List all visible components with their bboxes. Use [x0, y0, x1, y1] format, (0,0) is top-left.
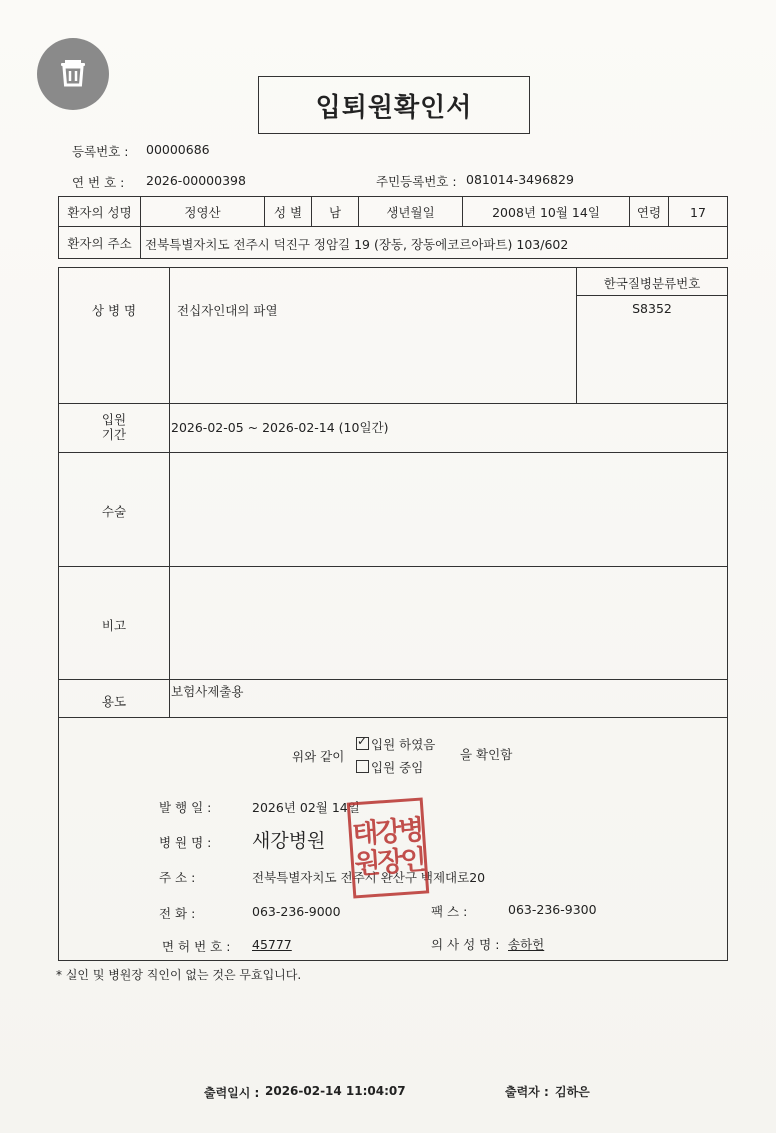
sex-label: 성 별: [265, 197, 312, 226]
doctor-name: 송하헌: [508, 937, 545, 952]
diagnosis-label: 상 병 명: [91, 303, 137, 318]
option-admitted: ✓입원 하였음: [356, 735, 435, 753]
hospital-name: 새강병원: [252, 830, 326, 852]
fax-label: 팩 스 :: [431, 904, 468, 919]
hospital-label: 병 원 명 :: [159, 835, 212, 850]
rrn-value: 081014-3496829: [466, 172, 574, 187]
rrn-label: 주민등록번호 :: [376, 174, 457, 189]
addr-label: 환자의 주소: [59, 227, 141, 258]
patient-table: [58, 196, 728, 259]
diagnosis-value: 전십자인대의 파열: [177, 303, 278, 318]
checkbox-empty-icon: [356, 760, 369, 773]
fax-value: 063-236-9300: [508, 902, 597, 917]
kcd-label: 한국질병분류번호: [603, 276, 701, 291]
issue-date: 2026년 02월 14일: [252, 800, 360, 815]
name-label: 환자의 성명: [59, 197, 141, 226]
admission-period: 2026-02-05 ~ 2026-02-14 (10일간): [171, 420, 389, 435]
serial-value: 2026-00000398: [146, 173, 246, 188]
confirm-suffix: 을 확인함: [460, 747, 513, 762]
document-title: 입퇴원확인서: [258, 76, 530, 134]
printer-label: 출력자 :: [505, 1085, 549, 1099]
sex-value: 남: [312, 197, 359, 226]
purpose-label: 용도: [101, 694, 127, 709]
validity-note: * 실인 및 병원장 직인이 없는 것은 무효입니다.: [56, 968, 302, 982]
surgery-label: 수술: [101, 504, 127, 519]
option-inpatient: 입원 중임: [356, 758, 423, 776]
license-value: 45777: [252, 937, 292, 952]
remarks-label: 비고: [101, 618, 127, 633]
age-label: 연령: [630, 197, 669, 226]
age-value: 17: [690, 205, 706, 220]
reg-label: 등록번호 :: [72, 144, 129, 159]
addr-value: 전북특별자치도 전주시 덕진구 정암길 19 (장동, 장동에코르아파트) 103/602: [145, 237, 569, 252]
tel-value: 063-236-9000: [252, 904, 341, 919]
checkbox-checked-icon: [356, 737, 369, 750]
dob-value: 2008년 10월 14일: [463, 197, 630, 226]
name-value: 정영산: [141, 197, 265, 226]
confirm-prefix: 위와 같이: [292, 749, 345, 764]
printed-datetime: 2026-02-14 11:04:07: [265, 1084, 406, 1098]
issue-date-label: 발 행 일 :: [159, 800, 212, 815]
serial-label: 연 번 호 :: [72, 175, 125, 190]
reg-value: 00000686: [146, 142, 210, 157]
purpose-value: 보험사제출용: [171, 684, 244, 699]
hospital-address: 전북특별자치도 전주시 완산구 백제대로20: [252, 870, 486, 885]
printer-name: 김하은: [555, 1085, 590, 1099]
addr-label: 주 소 :: [159, 870, 196, 885]
trash-icon: [53, 52, 93, 96]
printed-label: 출력일시 :: [204, 1086, 260, 1100]
kcd-value: S8352: [632, 301, 672, 316]
dob-label: 생년월일: [359, 197, 463, 226]
delete-button[interactable]: [37, 38, 109, 110]
license-label: 면 허 번 호 :: [162, 939, 231, 954]
admission-label: 입원 기간: [101, 412, 127, 442]
tel-label: 전 화 :: [159, 906, 196, 921]
doctor-label: 의 사 성 명 :: [431, 937, 500, 952]
hospital-seal: 태강병 원장인: [347, 797, 430, 898]
